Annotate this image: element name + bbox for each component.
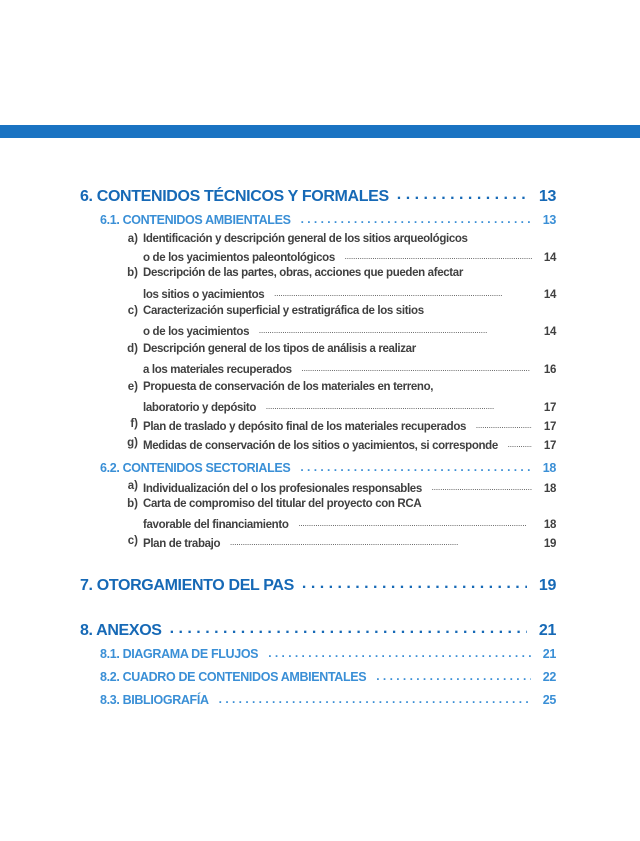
toc-item-6-1-f-page: 17 <box>543 421 556 433</box>
toc-item-6-1-a[interactable] <box>143 249 556 264</box>
toc-item-6-2-b-line1: Carta de compromiso del titular del proyecto con RCA <box>143 498 422 510</box>
toc-section-6-2-page: 18 <box>542 461 556 475</box>
toc-item-6-1-c-line1: Caracterización superficial y estratigráfica de los sitios <box>143 305 424 317</box>
toc-item-6-1-c[interactable] <box>143 323 556 338</box>
toc-item-6-1-f-label: Plan de traslado y depósito final de los materiales recuperados <box>143 421 467 433</box>
toc-section-8-2-label: 8.2. CUADRO DE CONTENIDOS AMBIENTALES <box>100 670 367 684</box>
toc-item-marker: a) <box>127 233 138 245</box>
toc-leader-dots <box>302 367 532 373</box>
toc-leader-dots <box>397 186 527 204</box>
toc-item-6-1-b-line2: los sitios o yacimientos <box>143 289 265 301</box>
toc-item-6-1-d[interactable] <box>143 361 556 376</box>
toc-leader-dots <box>170 620 527 638</box>
toc-section-8-3-label: 8.3. BIBLIOGRAFÍA <box>100 693 209 707</box>
toc-item-marker: f) <box>130 418 138 430</box>
toc-item-6-2-a-label: Individualización del o los profesionales responsables <box>143 483 422 495</box>
toc-section-8-1-label: 8.1. DIAGRAMA DE FLUJOS <box>100 647 259 661</box>
toc-leader-dots <box>268 646 531 660</box>
toc-section-8-1[interactable] <box>100 645 556 661</box>
toc-item-marker: b) <box>127 267 138 279</box>
toc-section-8-3-page: 25 <box>542 693 556 707</box>
toc-item-6-1-e[interactable] <box>143 399 556 414</box>
toc-section-8-3[interactable] <box>100 691 556 707</box>
toc-item-6-2-b[interactable] <box>143 516 556 531</box>
toc-section-6-2[interactable] <box>100 459 556 475</box>
toc-item-6-1-a-line1: Identificación y descripción general de los sitios arqueológicos <box>143 233 468 245</box>
toc-item-6-1-d-line2: a los materiales recuperados <box>143 364 292 376</box>
toc-leader-dots <box>219 692 531 706</box>
toc-chapter-6[interactable] <box>80 186 556 206</box>
toc-item-6-1-a-page: 14 <box>543 252 556 264</box>
toc-section-6-1-page: 13 <box>542 213 556 227</box>
toc-item-6-1-e-page: 17 <box>543 402 556 414</box>
toc-item-6-1-a-line2: o de los yacimientos paleontológicos <box>143 252 335 264</box>
toc-item-marker: a) <box>127 480 138 492</box>
toc-section-8-2-page: 22 <box>542 670 556 684</box>
toc-item-marker: e) <box>127 381 138 393</box>
toc-item-6-1-b-line1: Descripción de las partes, obras, acciones que pueden afectar <box>143 267 463 279</box>
toc-leader-dots <box>508 443 532 449</box>
toc-leader-dots <box>376 669 531 683</box>
toc-item-6-2-a[interactable] <box>143 480 556 495</box>
toc-item-marker: d) <box>127 343 138 355</box>
toc-item-6-2-c[interactable] <box>143 535 556 550</box>
toc-leader-dots <box>476 424 532 430</box>
toc-item-6-2-c-page: 19 <box>543 538 556 550</box>
toc-leader-dots <box>300 460 530 474</box>
toc-item-6-1-e-line1: Propuesta de conservación de los materiales en terreno, <box>143 381 434 393</box>
toc-item-marker: c) <box>127 535 138 547</box>
toc-item-6-1-b[interactable] <box>143 286 556 301</box>
toc-leader-dots <box>302 575 527 593</box>
toc-leader-dots <box>274 292 532 298</box>
toc-item-6-2-a-page: 18 <box>543 483 556 495</box>
toc-section-6-2-label: 6.2. CONTENIDOS SECTORIALES <box>100 461 291 475</box>
toc-leader-dots <box>259 329 532 335</box>
toc-section-8-2[interactable] <box>100 668 556 684</box>
toc-item-6-1-e-line2: laboratorio y depósito <box>143 402 257 414</box>
toc-chapter-7-page: 19 <box>538 577 556 594</box>
toc-item-marker: c) <box>127 305 138 317</box>
toc-item-6-2-b-line2: favorable del financiamiento <box>143 519 289 531</box>
toc-chapter-6-page: 13 <box>538 188 556 205</box>
toc-leader-dots <box>299 522 532 528</box>
toc-chapter-6-label: 6. CONTENIDOS TÉCNICOS Y FORMALES <box>80 188 389 205</box>
toc-chapter-7[interactable] <box>80 575 556 595</box>
toc-section-8-1-page: 21 <box>542 647 556 661</box>
toc-leader-dots <box>432 486 532 492</box>
toc-item-6-1-g-page: 17 <box>543 440 556 452</box>
toc-item-6-1-g-label: Medidas de conservación de los sitios o yacimientos, si corresponde <box>143 440 498 452</box>
toc-item-6-2-b-page: 18 <box>543 519 556 531</box>
toc-item-marker: g) <box>127 437 138 449</box>
toc-section-6-1[interactable] <box>100 211 556 227</box>
toc-section-6-1-label: 6.1. CONTENIDOS AMBIENTALES <box>100 213 291 227</box>
toc-item-6-1-f[interactable] <box>143 418 556 433</box>
toc-chapter-7-label: 7. OTORGAMIENTO DEL PAS <box>80 577 294 594</box>
toc-item-6-1-c-page: 14 <box>543 326 556 338</box>
toc-leader-dots <box>301 212 531 226</box>
toc-item-6-2-c-label: Plan de trabajo <box>143 538 221 550</box>
toc-leader-dots <box>230 541 532 547</box>
toc-leader-dots <box>266 405 532 411</box>
toc-item-6-1-d-page: 16 <box>543 364 556 376</box>
toc-chapter-8[interactable] <box>80 620 556 640</box>
toc-chapter-8-page: 21 <box>538 622 556 639</box>
toc-item-marker: b) <box>127 498 138 510</box>
toc-item-6-1-g[interactable] <box>143 437 556 452</box>
toc-item-6-1-d-line1: Descripción general de los tipos de análisis a realizar <box>143 343 416 355</box>
toc-chapter-8-label: 8. ANEXOS <box>80 622 162 639</box>
toc-item-6-1-b-page: 14 <box>543 289 556 301</box>
toc-leader-dots <box>345 255 532 261</box>
toc-item-6-1-c-line2: o de los yacimientos <box>143 326 250 338</box>
